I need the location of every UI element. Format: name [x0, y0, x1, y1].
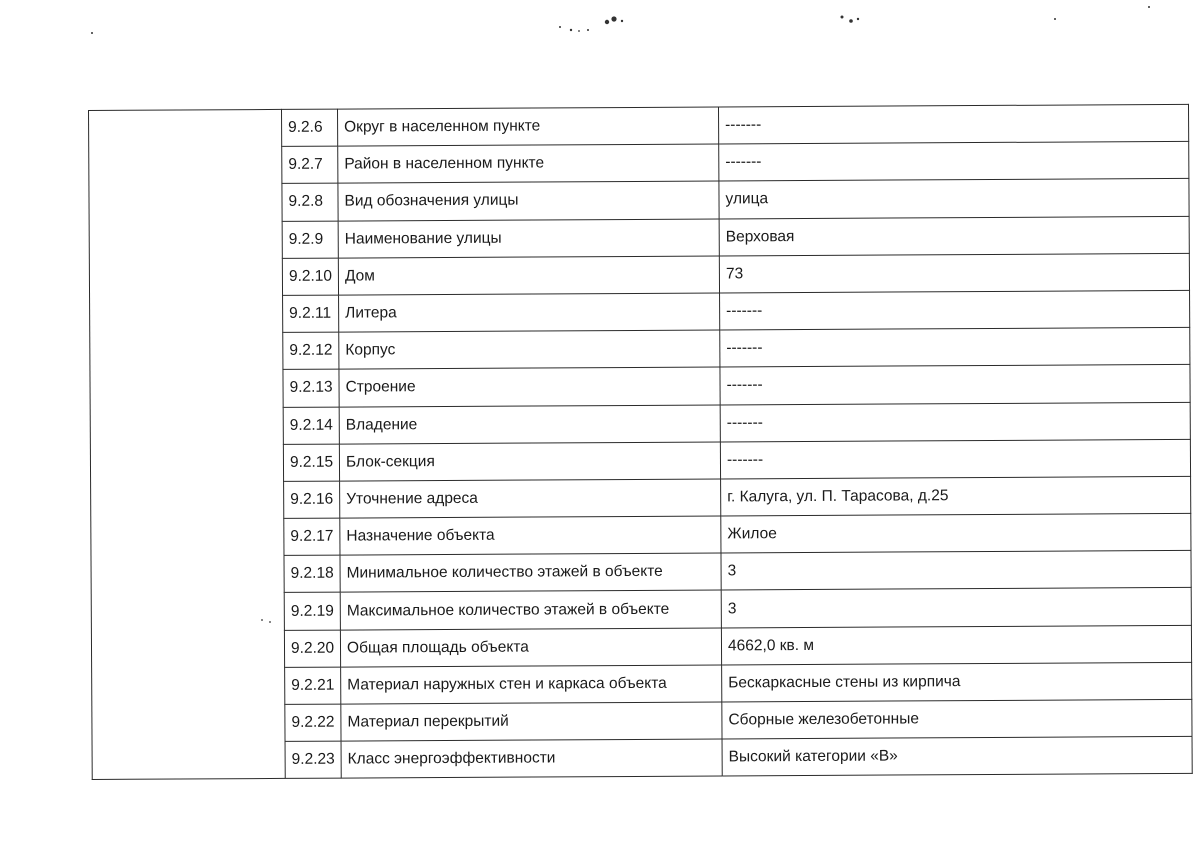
row-label: Вид обозначения улицы	[338, 181, 719, 220]
row-value: -------	[720, 290, 1190, 330]
row-label: Материал перекрытий	[341, 702, 722, 741]
row-number: 9.2.18	[284, 555, 340, 592]
row-value: Высокий категории «В»	[722, 737, 1192, 777]
row-value: 73	[719, 253, 1189, 293]
row-label: Назначение объекта	[340, 516, 721, 555]
row-label: Минимальное количество этажей в объекте	[340, 553, 721, 592]
row-number: 9.2.8	[282, 183, 338, 220]
document-sheet	[88, 104, 1192, 795]
row-label: Материал наружных стен и каркаса объекта	[341, 665, 722, 704]
row-value: Верховая	[719, 216, 1189, 256]
row-label: Корпус	[339, 330, 720, 369]
row-number: 9.2.9	[282, 221, 338, 258]
row-number: 9.2.19	[284, 593, 340, 630]
row-number: 9.2.17	[284, 518, 340, 555]
row-value: -------	[719, 142, 1189, 182]
row-value: 3	[721, 588, 1191, 628]
row-value: 4662,0 кв. м	[721, 625, 1191, 665]
row-value: Жилое	[721, 513, 1191, 553]
row-number: 9.2.16	[284, 481, 340, 518]
row-number: 9.2.10	[282, 258, 338, 295]
row-number: 9.2.13	[283, 369, 339, 406]
row-label: Блок-секция	[339, 442, 720, 481]
row-number: 9.2.21	[285, 667, 341, 704]
row-number: 9.2.20	[284, 630, 340, 667]
row-number: 9.2.15	[283, 444, 339, 481]
row-label: Район в населенном пункте	[338, 144, 719, 183]
row-value: г. Калуга, ул. П. Тарасова, д.25	[721, 476, 1191, 516]
object-details-table	[88, 104, 1193, 781]
row-value: -------	[720, 439, 1190, 479]
row-label: Строение	[339, 367, 720, 406]
row-value: Сборные железобетонные	[722, 699, 1192, 739]
row-label: Уточнение адреса	[340, 479, 721, 518]
table-row	[89, 104, 1189, 147]
row-number: 9.2.11	[283, 295, 339, 332]
row-number: 9.2.23	[285, 741, 341, 778]
row-number: 9.2.12	[283, 332, 339, 369]
row-value: -------	[718, 104, 1188, 144]
row-label: Дом	[338, 256, 719, 295]
row-label: Класс энергоэффективности	[341, 739, 722, 778]
row-value: улица	[719, 179, 1189, 219]
table-body	[89, 104, 1193, 780]
row-value: Бескаркасные стены из кирпича	[722, 662, 1192, 702]
row-number: 9.2.14	[283, 407, 339, 444]
row-number: 9.2.7	[282, 146, 338, 183]
row-label: Общая площадь объекта	[340, 628, 721, 667]
row-label: Владение	[339, 404, 720, 443]
row-label: Наименование улицы	[338, 219, 719, 258]
empty-section-cell	[89, 109, 286, 779]
row-number: 9.2.6	[281, 109, 337, 146]
row-label: Максимальное количество этажей в объекте	[340, 590, 721, 629]
row-value: 3	[721, 551, 1191, 591]
row-label: Литера	[339, 293, 720, 332]
row-value: -------	[720, 402, 1190, 442]
row-number: 9.2.22	[285, 704, 341, 741]
row-value: -------	[720, 365, 1190, 405]
row-value: -------	[720, 327, 1190, 367]
row-label: Округ в населенном пункте	[337, 107, 718, 146]
